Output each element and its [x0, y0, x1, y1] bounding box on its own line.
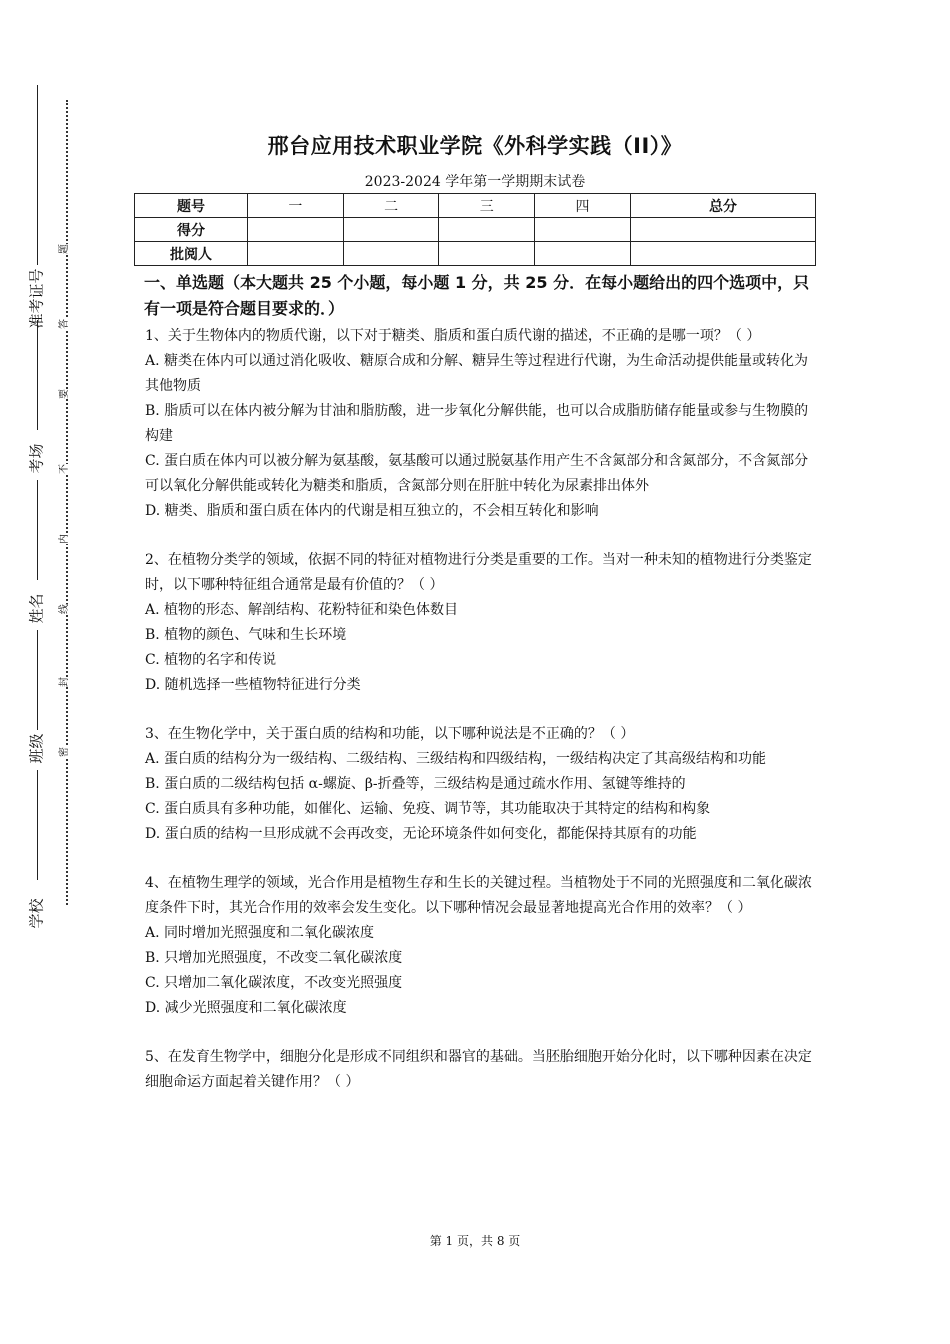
class-label: 班级 — [27, 733, 46, 764]
question-option: A. 同时增加光照强度和二氧化碳浓度 — [145, 925, 375, 941]
score-col-header: 一 — [248, 194, 344, 218]
score-col-header: 三 — [439, 194, 535, 218]
question-stem: 2、在植物分类学的领域，依据不同的特征对植物进行分类是重要的工作。当对一种未知的植物进行分类鉴定时，以下哪种特征组合通常是最有价值的？（ ） — [145, 552, 812, 593]
score-col-header: 总分 — [630, 194, 815, 218]
binding-line — [37, 320, 38, 430]
question-option: D. 蛋白质的结构一旦形成就不会再改变，无论环境条件如何变化，都能保持其原有的功能 — [145, 826, 697, 842]
seal-char: 内 — [59, 534, 70, 544]
binding-line — [37, 630, 38, 730]
exam-subtitle: 2023-2024 学年第一学期期末试卷 — [364, 174, 586, 190]
seal-char: 答 — [59, 319, 70, 329]
score-table — [134, 193, 816, 266]
question-option: B. 脂质可以在体内被分解为甘油和脂肪酸，进一步氧化分解供能，也可以合成脂肪储存能量或参与生物膜的构建 — [145, 403, 809, 444]
score-row-header: 得分 — [135, 218, 248, 242]
question-section — [145, 270, 813, 1095]
score-table-header-row — [135, 194, 816, 218]
score-col-header: 四 — [535, 194, 631, 218]
exam-room-label: 考场 — [27, 443, 46, 474]
seal-char: 不 — [59, 464, 70, 474]
question-option: B. 植物的颜色、气味和生长环境 — [145, 627, 347, 643]
question-option: D. 减少光照强度和二氧化碳浓度 — [145, 1000, 347, 1016]
score-cell[interactable] — [343, 218, 439, 242]
binding-line — [37, 480, 38, 580]
question-option: C. 蛋白质具有多种功能，如催化、运输、免疫、调节等，其功能取决于其特定的结构和构象 — [145, 801, 711, 817]
question-option: A. 糖类在体内可以通过消化吸收、糖原合成和分解、糖异生等过程进行代谢，为生命活动提供能量或转化为其他物质 — [145, 353, 809, 394]
question-option: C. 植物的名字和传说 — [145, 652, 277, 668]
exam-id-label: 准考证号 — [27, 268, 46, 329]
question-option: D. 糖类、脂质和蛋白质在体内的代谢是相互独立的，不会相互转化和影响 — [145, 503, 599, 519]
score-row-header: 批阅人 — [135, 242, 248, 266]
score-cell[interactable] — [248, 218, 344, 242]
school-label: 学校 — [27, 898, 46, 929]
question-option: B. 蛋白质的二级结构包括 α-螺旋、β-折叠等，三级结构是通过疏水作用、氢键等维持的 — [145, 776, 686, 792]
question-stem: 4、在植物生理学的领域，光合作用是植物生存和生长的关键过程。当植物处于不同的光照强度和二氧化碳浓度条件下时，其光合作用的效率会发生变化。以下哪种情况会最显著地提高光合作用的效率？（ ） — [145, 875, 812, 916]
question-option: B. 只增加光照强度，不改变二氧化碳浓度 — [145, 950, 403, 966]
question-option: C. 只增加二氧化碳浓度，不改变光照强度 — [145, 975, 403, 991]
exam-title: 邢台应用技术职业学院《外科学实践（II）》 — [267, 134, 683, 158]
seal-char: 题 — [59, 244, 70, 254]
name-label: 姓名 — [27, 593, 46, 624]
seal-char: 要 — [59, 389, 70, 399]
seal-char: 线 — [59, 604, 70, 614]
question-option: A. 蛋白质的结构分为一级结构、二级结构、三级结构和四级结构，一级结构决定了其高级结构和功能 — [145, 751, 767, 767]
grader-cell[interactable] — [248, 242, 344, 266]
question-stem: 1、关于生物体内的物质代谢，以下对于糖类、脂质和蛋白质代谢的描述，不正确的是哪一项？（ ） — [145, 328, 761, 344]
question-stem: 5、在发育生物学中，细胞分化是形成不同组织和器官的基础。当胚胎细胞开始分化时，以下哪种因素在决定细胞命运方面起着关键作用？（ ） — [145, 1049, 812, 1090]
score-cell[interactable] — [535, 218, 631, 242]
grader-cell[interactable] — [439, 242, 535, 266]
score-col-header: 题号 — [135, 194, 248, 218]
score-cell[interactable] — [439, 218, 535, 242]
score-cell[interactable] — [630, 218, 815, 242]
question-option: D. 随机选择一些植物特征进行分类 — [145, 677, 361, 693]
grader-cell[interactable] — [535, 242, 631, 266]
seal-char: 封 — [59, 677, 70, 687]
binding-line — [37, 770, 38, 880]
grader-cell[interactable] — [343, 242, 439, 266]
question-option: A. 植物的形态、解剖结构、花粉特征和染色体数目 — [145, 602, 459, 618]
question-option: C. 蛋白质在体内可以被分解为氨基酸，氨基酸可以通过脱氨基作用产生不含氮部分和含氮部分，不含氮部分可以氧化分解供能或转化为糖类和脂质，含氮部分则在肝脏中转化为尿素排出体外 — [145, 453, 809, 494]
score-col-header: 二 — [343, 194, 439, 218]
grader-cell[interactable] — [630, 242, 815, 266]
question-stem: 3、在生物化学中，关于蛋白质的结构和功能，以下哪种说法是不正确的？（ ） — [145, 726, 635, 742]
seal-dotted-line — [66, 100, 68, 905]
score-table-row — [135, 218, 816, 242]
binding-margin — [0, 0, 95, 1344]
seal-char: 密 — [59, 747, 70, 757]
score-table-row — [135, 242, 816, 266]
page-footer: 第 1 页，共 8 页 — [429, 1234, 521, 1248]
section-heading: 一、单选题（本大题共 25 个小题，每小题 1 分，共 25 分．在每小题给出的四个选项中，只有一项是符合题目要求的．） — [144, 273, 810, 318]
